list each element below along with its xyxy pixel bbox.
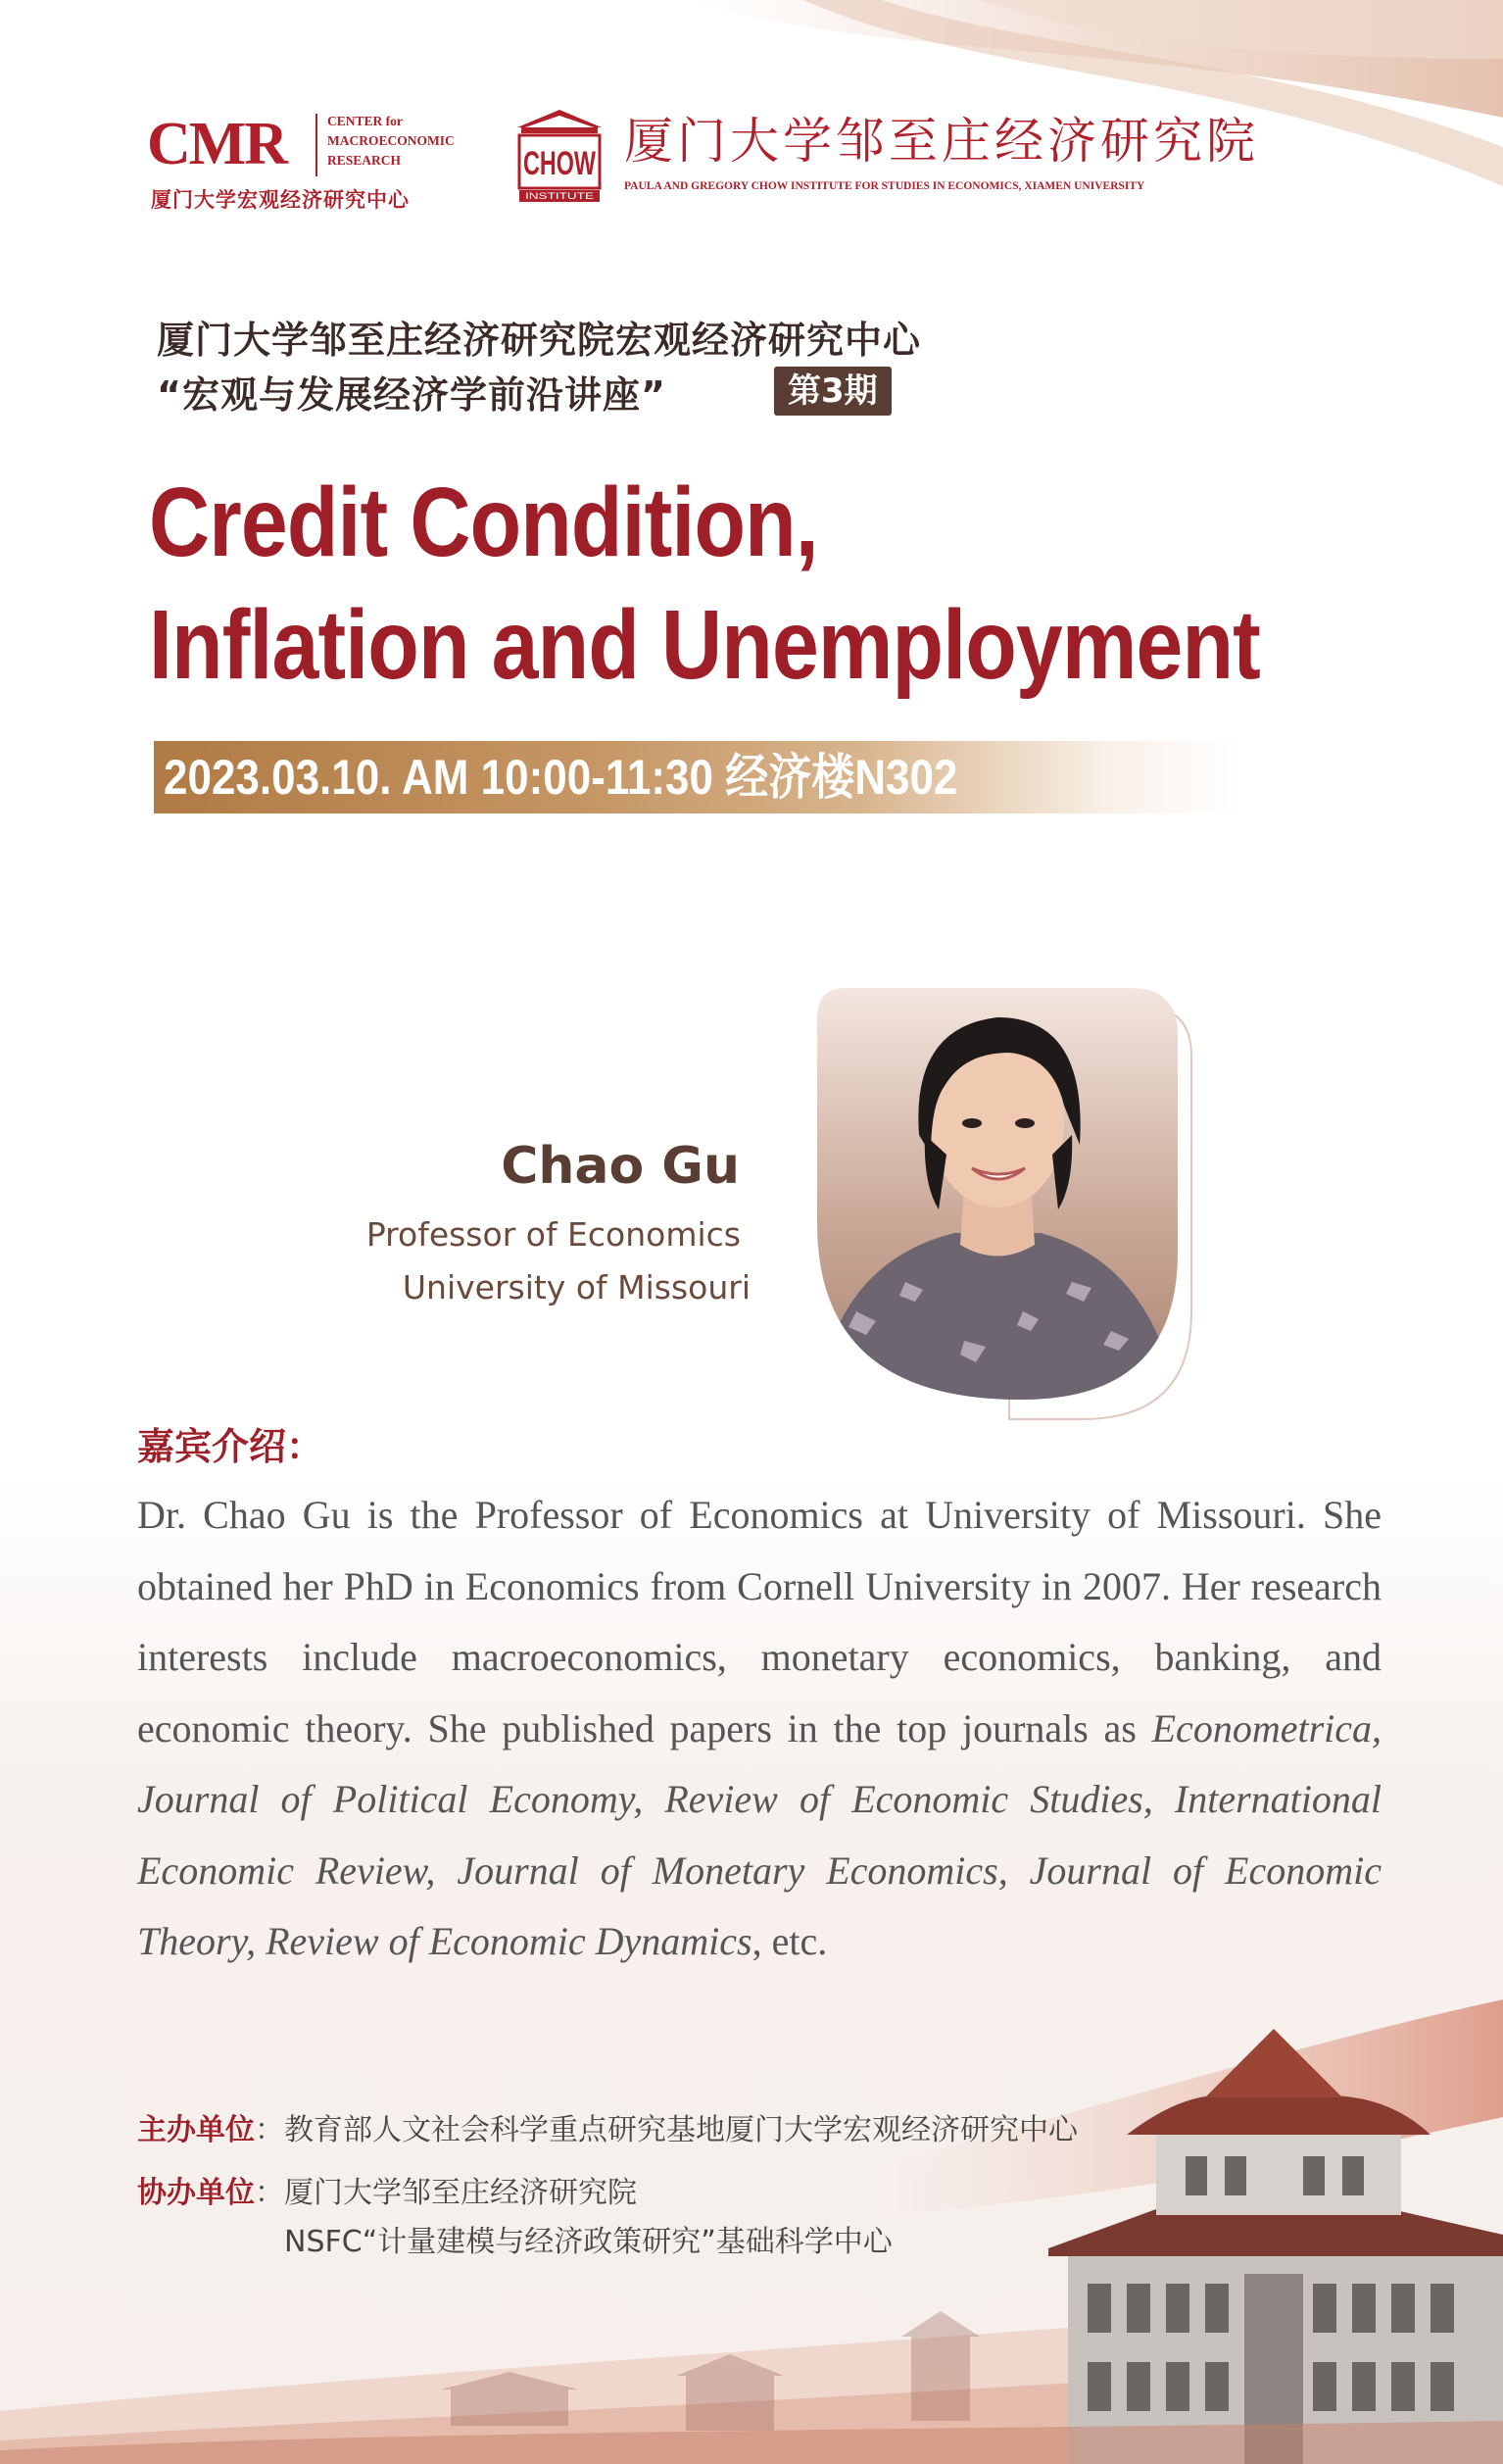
series-line-2: “宏观与发展经济学前沿讲座” (157, 373, 666, 417)
host-label: 主办单位 (137, 2113, 255, 2147)
speaker-photo (817, 988, 1178, 1419)
series-line-1: 厦门大学邹至庄经济研究院宏观经济研究中心 (157, 319, 922, 362)
chow-emblem-sub: INSTITUTE (525, 191, 594, 201)
speaker-affiliation: University of Missouri (402, 1268, 751, 1306)
issue-badge: 第3期 (774, 367, 892, 416)
organizer-co (137, 2168, 637, 2211)
chow-institute-logo (511, 106, 1259, 204)
host-name: ：教育部人文社会科学重点研究基地厦门大学宏观经济研究中心 (255, 2113, 1078, 2147)
chow-english-name: PAULA AND GREGORY CHOW INSTITUTE FOR STUDIES IN ECONOMICS, XIAMEN UNIVERSITY (624, 180, 1145, 192)
cmr-chinese-name: 厦门大学宏观经济研究中心 (151, 188, 410, 212)
bio-text-2: , etc. (752, 1919, 828, 1963)
speaker-title: Professor of Economics (365, 1215, 741, 1254)
chow-chinese-name: 厦门大学邹至庄经济研究院 (624, 113, 1259, 170)
co-label: 协办单位 (137, 2176, 255, 2210)
chow-emblem-icon (511, 106, 607, 202)
talk-title-line-1: Credit Condition, (149, 468, 818, 577)
cmr-logo (147, 110, 480, 212)
date-location-bar (154, 741, 1241, 813)
cmr-letters: CMR (147, 111, 287, 177)
bio-heading: 嘉宾介绍： (137, 1425, 324, 1468)
chow-emblem-text: CHOW (523, 145, 597, 182)
talk-title-line-2: Inflation and Unemployment (149, 590, 1260, 700)
organizer-host (137, 2105, 1078, 2148)
cmr-line-2: MACROECONOMIC (327, 133, 455, 148)
cmr-divider (315, 114, 317, 176)
bio-journals: Econometrica, Journal of Political Economy, Review of Economic Studies, International Economic Review, Journal of Monetary Economics, Journal of Economic Theory, Review of Economic Dynamics (137, 1705, 1382, 1963)
cmr-line-1: CENTER for (327, 114, 403, 128)
organizer-co-2: NSFC“计量建模与经济政策研究”基础科学中心 (284, 2225, 893, 2259)
co-name-1: ：厦门大学邹至庄经济研究院 (255, 2176, 637, 2210)
date-location-text: 2023.03.10. AM 10:00-11:30 经济楼N302 (164, 750, 958, 805)
cmr-line-3: RESEARCH (327, 153, 402, 168)
speaker-name: Chao Gu (501, 1137, 740, 1196)
bio-text-1: Dr. Chao Gu is the Professor of Economics at University of Missouri. She obtained her PhD in Economics from Cornell University in 2007. Her research interests include macroeconomics, monetary economics, banking, and economic theory. She published papers in the top journals as (137, 1493, 1382, 1750)
bio-paragraph (137, 1480, 1382, 1978)
